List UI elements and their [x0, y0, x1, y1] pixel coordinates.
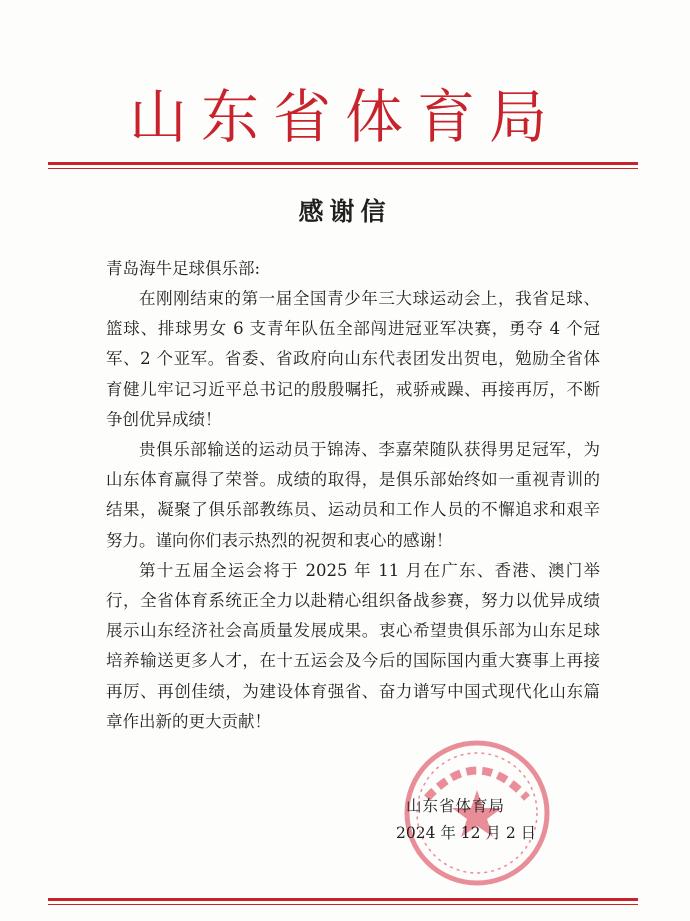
salutation: 青岛海牛足球俱乐部: [106, 259, 261, 278]
signature-date: 2024 年 12 月 2 日 [396, 824, 537, 842]
paragraph-1: 在刚刚结束的第一届全国青少年三大球运动会上，我省足球、篮球、排球男女 6 支青年队伍全部闯进冠亚军决赛，勇夺 4 个冠军、2 个亚军。省委、省政府向山东代表团发出贺电，勉励全省体育健儿牢记习近平总书记的殷殷嘱托，戒骄戒躁、再接再厉，不断争创优异成绩！ [106, 289, 600, 429]
footer-rule-thick [48, 898, 638, 901]
letterhead-rule-thin [48, 168, 638, 169]
letterhead-title: 山东省体育局 [128, 83, 561, 151]
paragraph-3: 第十五届全运会将于 2025 年 11 月在广东、香港、澳门举行，全省体育系统正全力以赴精心组织备战参赛，努力以优异成绩展示山东经济社会高质量发展成果。衷心希望贵俱乐部为山东足球培养输送更多人才，在十五运会及今后的国际国内重大赛事上再接再厉、再创佳绩，为建设体育强省、奋力谱写中国式现代化山东篇章作出新的更大贡献！ [106, 560, 600, 731]
paragraph-2: 贵俱乐部输送的运动员于锦涛、李嘉荣随队获得男足冠军，为山东体育赢得了荣誉。成绩的取得，是俱乐部始终如一重视青训的结果，凝聚了俱乐部教练员、运动员和工作人员的不懈追求和艰辛努力。谨向你们表示热烈的祝贺和衷心的感谢！ [106, 440, 600, 550]
letterhead-rule-thick [48, 162, 638, 165]
letter-body [106, 284, 600, 737]
signature-organization: 山东省体育局 [406, 797, 506, 815]
footer-rule-thin [48, 904, 638, 905]
letter-title: 感谢信 [298, 197, 392, 226]
